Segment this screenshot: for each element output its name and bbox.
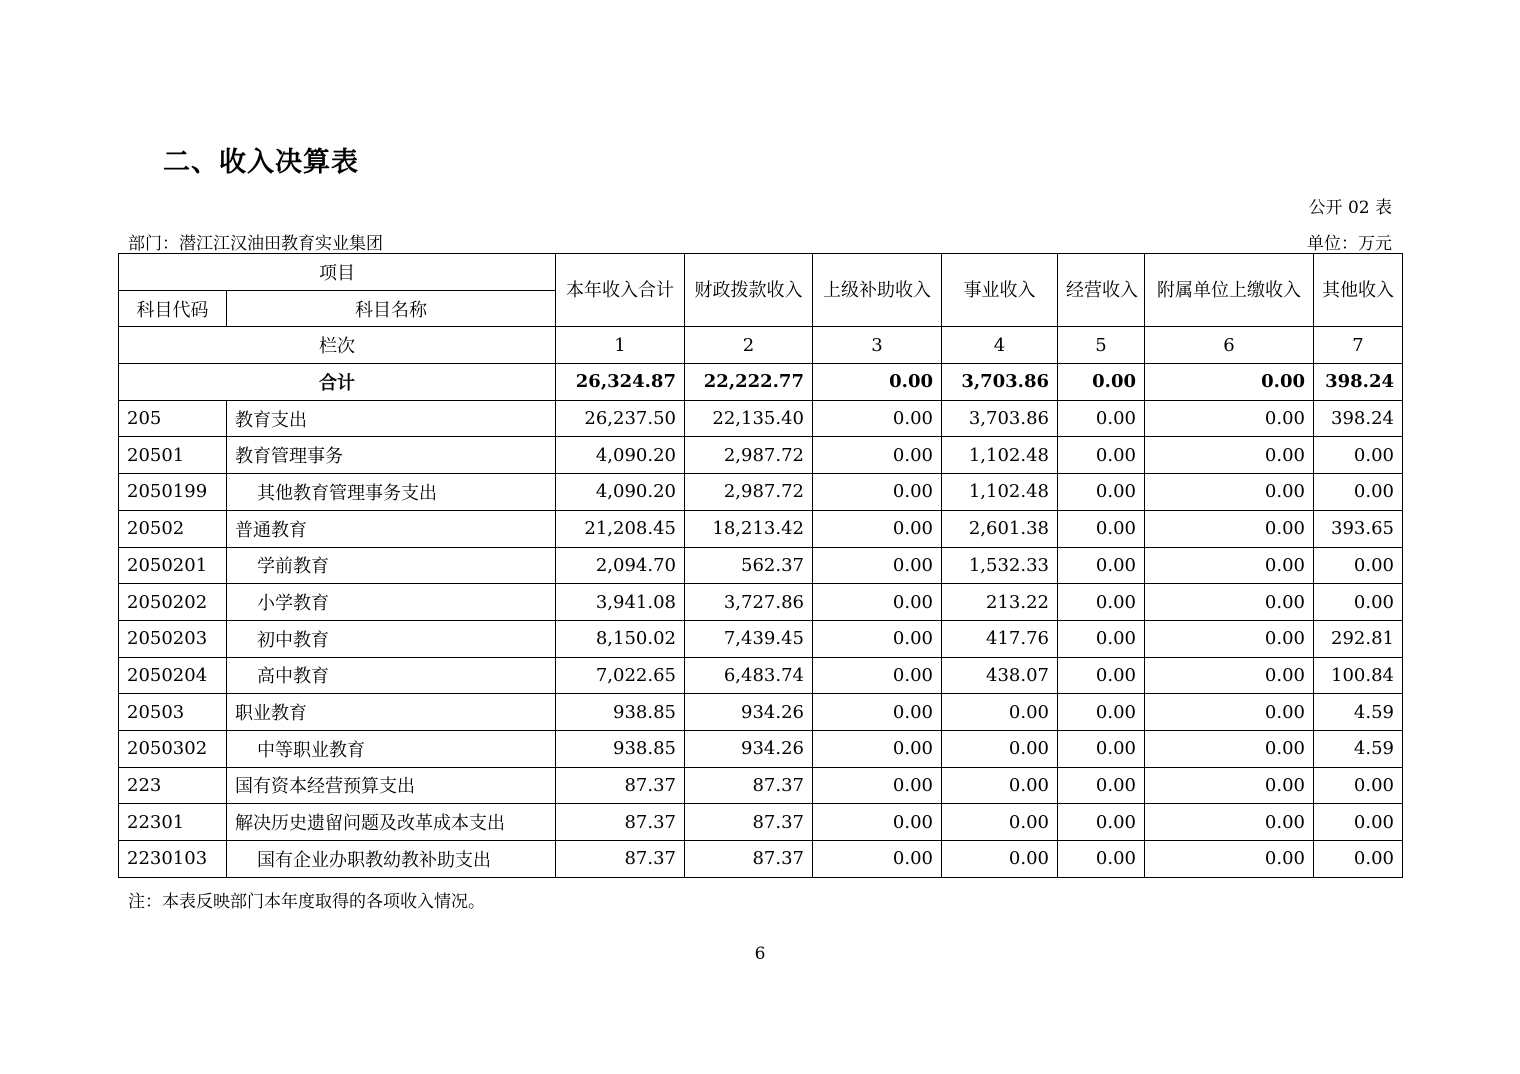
row-value: 0.00 bbox=[1314, 767, 1403, 804]
row-value: 0.00 bbox=[1145, 767, 1314, 804]
header-item: 项目 bbox=[119, 254, 556, 291]
total-value: 0.00 bbox=[1058, 364, 1145, 401]
row-value: 562.37 bbox=[685, 547, 813, 584]
seq-cell: 2 bbox=[685, 327, 813, 364]
row-value: 0.00 bbox=[1314, 474, 1403, 511]
row-name: 中等职业教育 bbox=[227, 730, 556, 767]
row-value: 0.00 bbox=[813, 620, 942, 657]
row-code: 2050201 bbox=[119, 547, 227, 584]
row-value: 7,439.45 bbox=[685, 620, 813, 657]
row-value: 438.07 bbox=[942, 657, 1058, 694]
table-row bbox=[119, 474, 1403, 511]
table-row bbox=[119, 804, 1403, 841]
table-row bbox=[119, 547, 1403, 584]
sequence-label: 栏次 bbox=[119, 327, 556, 364]
row-value: 398.24 bbox=[1314, 400, 1403, 437]
row-value: 0.00 bbox=[942, 694, 1058, 731]
total-value: 26,324.87 bbox=[556, 364, 685, 401]
row-code: 20501 bbox=[119, 437, 227, 474]
row-value: 0.00 bbox=[1058, 657, 1145, 694]
row-value: 0.00 bbox=[942, 767, 1058, 804]
seq-cell: 4 bbox=[942, 327, 1058, 364]
row-name: 教育支出 bbox=[227, 400, 556, 437]
seq-cell: 5 bbox=[1058, 327, 1145, 364]
row-code: 205 bbox=[119, 400, 227, 437]
row-value: 0.00 bbox=[813, 474, 942, 511]
row-value: 0.00 bbox=[813, 400, 942, 437]
row-code: 2050203 bbox=[119, 620, 227, 657]
row-value: 3,727.86 bbox=[685, 584, 813, 621]
row-value: 0.00 bbox=[1058, 437, 1145, 474]
row-value: 87.37 bbox=[556, 804, 685, 841]
income-table bbox=[118, 253, 1403, 878]
row-value: 87.37 bbox=[556, 767, 685, 804]
header-row bbox=[119, 254, 1403, 291]
row-value: 2,601.38 bbox=[942, 510, 1058, 547]
row-value: 87.37 bbox=[685, 804, 813, 841]
row-value: 7,022.65 bbox=[556, 657, 685, 694]
page-title: 二、收入决算表 bbox=[163, 147, 359, 178]
row-value: 0.00 bbox=[1314, 547, 1403, 584]
row-value: 2,987.72 bbox=[685, 474, 813, 511]
row-value: 0.00 bbox=[813, 657, 942, 694]
row-name: 学前教育 bbox=[227, 547, 556, 584]
row-value: 0.00 bbox=[1314, 804, 1403, 841]
row-value: 0.00 bbox=[813, 767, 942, 804]
table-row bbox=[119, 400, 1403, 437]
header-col4: 事业收入 bbox=[942, 254, 1058, 327]
row-value: 4,090.20 bbox=[556, 437, 685, 474]
row-value: 0.00 bbox=[1145, 437, 1314, 474]
row-name: 职业教育 bbox=[227, 694, 556, 731]
sequence-row bbox=[119, 327, 1403, 364]
row-value: 0.00 bbox=[1314, 437, 1403, 474]
header-col7: 其他收入 bbox=[1314, 254, 1403, 327]
header-code: 科目代码 bbox=[119, 290, 227, 327]
table-row bbox=[119, 510, 1403, 547]
row-value: 0.00 bbox=[813, 584, 942, 621]
row-value: 0.00 bbox=[1145, 510, 1314, 547]
row-value: 0.00 bbox=[1058, 767, 1145, 804]
row-value: 0.00 bbox=[1145, 804, 1314, 841]
header-col1: 本年收入合计 bbox=[556, 254, 685, 327]
row-value: 26,237.50 bbox=[556, 400, 685, 437]
seq-cell: 1 bbox=[556, 327, 685, 364]
table-row bbox=[119, 841, 1403, 878]
table-row bbox=[119, 584, 1403, 621]
row-value: 6,483.74 bbox=[685, 657, 813, 694]
row-value: 0.00 bbox=[813, 437, 942, 474]
row-value: 0.00 bbox=[813, 730, 942, 767]
row-value: 0.00 bbox=[1058, 400, 1145, 437]
row-value: 0.00 bbox=[1145, 400, 1314, 437]
row-code: 2230103 bbox=[119, 841, 227, 878]
row-value: 417.76 bbox=[942, 620, 1058, 657]
total-label: 合计 bbox=[119, 364, 556, 401]
row-value: 2,987.72 bbox=[685, 437, 813, 474]
row-value: 1,102.48 bbox=[942, 474, 1058, 511]
row-value: 938.85 bbox=[556, 730, 685, 767]
header-col6: 附属单位上缴收入 bbox=[1145, 254, 1314, 327]
row-value: 0.00 bbox=[813, 510, 942, 547]
row-value: 0.00 bbox=[1145, 657, 1314, 694]
row-code: 20502 bbox=[119, 510, 227, 547]
row-value: 938.85 bbox=[556, 694, 685, 731]
header-name: 科目名称 bbox=[227, 290, 556, 327]
table-row bbox=[119, 694, 1403, 731]
row-value: 8,150.02 bbox=[556, 620, 685, 657]
row-value: 0.00 bbox=[942, 730, 1058, 767]
row-value: 934.26 bbox=[685, 730, 813, 767]
row-name: 解决历史遗留问题及改革成本支出 bbox=[227, 804, 556, 841]
row-value: 4,090.20 bbox=[556, 474, 685, 511]
row-code: 223 bbox=[119, 767, 227, 804]
header-col3: 上级补助收入 bbox=[813, 254, 942, 327]
seq-cell: 3 bbox=[813, 327, 942, 364]
row-value: 3,703.86 bbox=[942, 400, 1058, 437]
row-value: 0.00 bbox=[1145, 584, 1314, 621]
row-value: 3,941.08 bbox=[556, 584, 685, 621]
row-value: 0.00 bbox=[1314, 841, 1403, 878]
row-code: 20503 bbox=[119, 694, 227, 731]
total-value: 398.24 bbox=[1314, 364, 1403, 401]
header-col2: 财政拨款收入 bbox=[685, 254, 813, 327]
row-name: 小学教育 bbox=[227, 584, 556, 621]
row-value: 393.65 bbox=[1314, 510, 1403, 547]
table-row bbox=[119, 657, 1403, 694]
row-value: 1,102.48 bbox=[942, 437, 1058, 474]
row-code: 2050204 bbox=[119, 657, 227, 694]
row-value: 0.00 bbox=[1145, 694, 1314, 731]
row-value: 0.00 bbox=[1058, 547, 1145, 584]
row-value: 0.00 bbox=[1058, 804, 1145, 841]
total-value: 0.00 bbox=[813, 364, 942, 401]
row-value: 0.00 bbox=[1058, 584, 1145, 621]
page-number: 6 bbox=[754, 944, 766, 964]
row-value: 0.00 bbox=[1058, 694, 1145, 731]
row-value: 0.00 bbox=[1058, 510, 1145, 547]
row-name: 国有资本经营预算支出 bbox=[227, 767, 556, 804]
row-value: 22,135.40 bbox=[685, 400, 813, 437]
row-code: 22301 bbox=[119, 804, 227, 841]
total-value: 0.00 bbox=[1145, 364, 1314, 401]
row-value: 0.00 bbox=[1145, 474, 1314, 511]
row-value: 934.26 bbox=[685, 694, 813, 731]
total-value: 3,703.86 bbox=[942, 364, 1058, 401]
seq-cell: 7 bbox=[1314, 327, 1403, 364]
row-value: 87.37 bbox=[556, 841, 685, 878]
row-value: 21,208.45 bbox=[556, 510, 685, 547]
row-value: 292.81 bbox=[1314, 620, 1403, 657]
row-value: 0.00 bbox=[1058, 730, 1145, 767]
row-value: 0.00 bbox=[1145, 730, 1314, 767]
row-name: 普通教育 bbox=[227, 510, 556, 547]
row-value: 0.00 bbox=[813, 804, 942, 841]
row-value: 2,094.70 bbox=[556, 547, 685, 584]
row-name: 国有企业办职教幼教补助支出 bbox=[227, 841, 556, 878]
row-value: 0.00 bbox=[942, 841, 1058, 878]
row-value: 1,532.33 bbox=[942, 547, 1058, 584]
row-value: 0.00 bbox=[813, 694, 942, 731]
row-value: 100.84 bbox=[1314, 657, 1403, 694]
seq-cell: 6 bbox=[1145, 327, 1314, 364]
form-number: 公开 02 表 bbox=[1308, 198, 1392, 218]
row-value: 213.22 bbox=[942, 584, 1058, 621]
row-name: 教育管理事务 bbox=[227, 437, 556, 474]
total-value: 22,222.77 bbox=[685, 364, 813, 401]
row-value: 87.37 bbox=[685, 767, 813, 804]
table-row bbox=[119, 620, 1403, 657]
row-value: 4.59 bbox=[1314, 730, 1403, 767]
row-name: 其他教育管理事务支出 bbox=[227, 474, 556, 511]
department-label: 部门：潜江江汉油田教育实业集团 bbox=[128, 234, 383, 254]
row-value: 0.00 bbox=[1058, 841, 1145, 878]
row-value: 0.00 bbox=[1145, 547, 1314, 584]
row-value: 0.00 bbox=[813, 841, 942, 878]
table-row bbox=[119, 767, 1403, 804]
table-row bbox=[119, 437, 1403, 474]
row-code: 2050202 bbox=[119, 584, 227, 621]
table-note: 注：本表反映部门本年度取得的各项收入情况。 bbox=[128, 892, 485, 912]
row-value: 0.00 bbox=[1145, 841, 1314, 878]
row-value: 0.00 bbox=[1314, 584, 1403, 621]
row-code: 2050199 bbox=[119, 474, 227, 511]
row-value: 0.00 bbox=[813, 547, 942, 584]
row-value: 4.59 bbox=[1314, 694, 1403, 731]
unit-label: 单位：万元 bbox=[1307, 234, 1392, 254]
row-value: 0.00 bbox=[1058, 620, 1145, 657]
row-value: 87.37 bbox=[685, 841, 813, 878]
row-value: 0.00 bbox=[1145, 620, 1314, 657]
header-col5: 经营收入 bbox=[1058, 254, 1145, 327]
total-row bbox=[119, 364, 1403, 401]
row-value: 18,213.42 bbox=[685, 510, 813, 547]
row-code: 2050302 bbox=[119, 730, 227, 767]
table-row bbox=[119, 730, 1403, 767]
row-name: 高中教育 bbox=[227, 657, 556, 694]
row-value: 0.00 bbox=[942, 804, 1058, 841]
row-value: 0.00 bbox=[1058, 474, 1145, 511]
row-name: 初中教育 bbox=[227, 620, 556, 657]
